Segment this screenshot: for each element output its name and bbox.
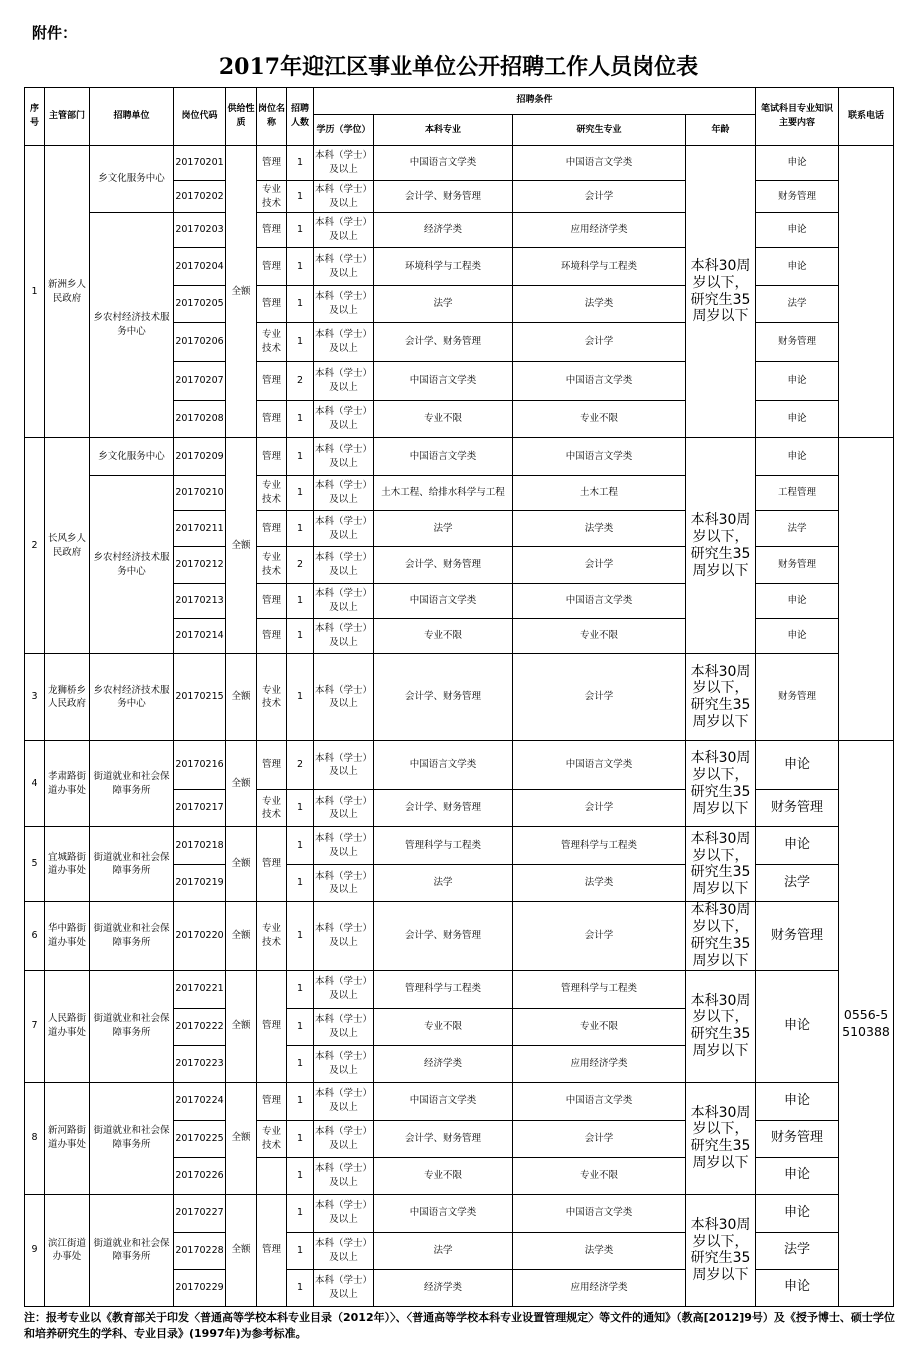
exam-subject: 法学 (756, 286, 839, 323)
contact-phone (839, 146, 894, 438)
education-cell: 本科（学士）及以上 (314, 547, 374, 584)
post-name: 管理 (257, 401, 287, 438)
unit-cell: 街道就业和社会保障事务所 (90, 741, 174, 827)
funding-cell: 全额 (226, 146, 257, 438)
seq-cell: 5 (25, 827, 45, 902)
exam-subject: 财务管理 (756, 323, 839, 362)
funding-cell: 全额 (226, 827, 257, 902)
post-code: 20170213 (174, 584, 226, 619)
exam-subject: 申论 (756, 741, 839, 790)
post-code: 20170229 (174, 1269, 226, 1306)
hire-count: 1 (287, 511, 314, 547)
education-cell: 本科（学士）及以上 (314, 511, 374, 547)
post-name: 管理 (257, 438, 287, 476)
exam-subject: 申论 (756, 438, 839, 476)
undergrad-major: 经济学类 (374, 213, 513, 248)
dept-cell: 新洲乡人民政府 (45, 146, 90, 438)
post-code: 20170225 (174, 1120, 226, 1157)
seq-cell: 6 (25, 902, 45, 970)
post-code: 20170201 (174, 146, 226, 181)
hire-count: 1 (287, 902, 314, 970)
age-requirement: 本科30周岁以下，研究生35周岁以下 (686, 654, 756, 741)
unit-cell: 街道就业和社会保障事务所 (90, 1194, 174, 1306)
undergrad-major: 中国语言文学类 (374, 1082, 513, 1120)
grad-major: 专业不限 (513, 401, 686, 438)
undergrad-major: 法学 (374, 511, 513, 547)
exam-subject: 法学 (756, 1232, 839, 1269)
exam-subject: 申论 (756, 970, 839, 1082)
exam-subject: 工程管理 (756, 476, 839, 511)
undergrad-major: 会计学、财务管理 (374, 1120, 513, 1157)
dept-cell: 滨江街道办事处 (45, 1194, 90, 1306)
post-code: 20170211 (174, 511, 226, 547)
education-cell: 本科（学士）及以上 (314, 213, 374, 248)
exam-subject: 财务管理 (756, 790, 839, 827)
education-cell: 本科（学士）及以上 (314, 1157, 374, 1194)
grad-major: 法学类 (513, 511, 686, 547)
education-cell: 本科（学士）及以上 (314, 970, 374, 1008)
post-name: 管理 (257, 1194, 287, 1306)
hire-count: 1 (287, 865, 314, 902)
post-name: 管理 (257, 362, 287, 401)
grad-major: 中国语言文学类 (513, 146, 686, 181)
grad-major: 法学类 (513, 865, 686, 902)
age-requirement: 本科30周岁以下，研究生35周岁以下 (686, 1082, 756, 1194)
table-row (25, 213, 894, 248)
recruitment-table (24, 87, 894, 1307)
post-code: 20170223 (174, 1045, 226, 1082)
funding-cell: 全额 (226, 902, 257, 970)
post-name: 专业技术 (257, 547, 287, 584)
age-requirement: 本科30周岁以下，研究生35周岁以下 (686, 146, 756, 438)
post-name: 管理 (257, 970, 287, 1082)
grad-major: 会计学 (513, 323, 686, 362)
education-cell: 本科（学士）及以上 (314, 619, 374, 654)
post-code: 20170216 (174, 741, 226, 790)
hire-count: 1 (287, 1082, 314, 1120)
unit-cell: 乡农村经济技术服务中心 (90, 476, 174, 654)
grad-major: 中国语言文学类 (513, 438, 686, 476)
dept-cell: 宜城路街道办事处 (45, 827, 90, 902)
post-code: 20170204 (174, 248, 226, 286)
attachment-label: 附件： (32, 24, 78, 42)
grad-major: 应用经济学类 (513, 1269, 686, 1306)
post-name: 管理 (257, 741, 287, 790)
education-cell: 本科（学士）及以上 (314, 1120, 374, 1157)
exam-subject: 申论 (756, 146, 839, 181)
table-row (25, 1082, 894, 1120)
exam-subject: 财务管理 (756, 181, 839, 213)
post-code: 20170214 (174, 619, 226, 654)
header-funding: 供给性质 (226, 88, 257, 146)
dept-cell: 新河路街道办事处 (45, 1082, 90, 1194)
unit-cell: 街道就业和社会保障事务所 (90, 902, 174, 970)
education-cell: 本科（学士）及以上 (314, 902, 374, 970)
header-education: 学历（学位） (314, 115, 374, 146)
hire-count: 1 (287, 1008, 314, 1045)
post-name: 专业技术 (257, 902, 287, 970)
funding-cell: 全额 (226, 970, 257, 1082)
unit-cell: 乡文化服务中心 (90, 146, 174, 213)
hire-count: 1 (287, 1120, 314, 1157)
grad-major: 会计学 (513, 790, 686, 827)
grad-major: 会计学 (513, 1120, 686, 1157)
funding-cell: 全额 (226, 1082, 257, 1194)
post-code: 20170227 (174, 1194, 226, 1232)
exam-subject: 申论 (756, 584, 839, 619)
exam-subject: 财务管理 (756, 1120, 839, 1157)
grad-major: 管理科学与工程类 (513, 827, 686, 865)
age-requirement: 本科30周岁以下，研究生35周岁以下 (686, 741, 756, 827)
grad-major: 法学类 (513, 286, 686, 323)
undergrad-major: 法学 (374, 286, 513, 323)
post-code: 20170224 (174, 1082, 226, 1120)
funding-cell: 全额 (226, 741, 257, 827)
exam-subject: 法学 (756, 865, 839, 902)
post-code: 20170222 (174, 1008, 226, 1045)
header-undergrad-major: 本科专业 (374, 115, 513, 146)
seq-cell: 7 (25, 970, 45, 1082)
post-name: 专业技术 (257, 1120, 287, 1157)
grad-major: 会计学 (513, 902, 686, 970)
undergrad-major: 中国语言文学类 (374, 146, 513, 181)
grad-major: 环境科学与工程类 (513, 248, 686, 286)
exam-subject: 法学 (756, 511, 839, 547)
undergrad-major: 会计学、财务管理 (374, 902, 513, 970)
undergrad-major: 经济学类 (374, 1045, 513, 1082)
post-name: 管理 (257, 1082, 287, 1120)
undergrad-major: 会计学、财务管理 (374, 790, 513, 827)
unit-cell: 街道就业和社会保障事务所 (90, 1082, 174, 1194)
grad-major: 中国语言文学类 (513, 362, 686, 401)
post-name: 管理 (257, 619, 287, 654)
hire-count: 1 (287, 1045, 314, 1082)
undergrad-major: 会计学、财务管理 (374, 181, 513, 213)
undergrad-major: 法学 (374, 865, 513, 902)
hire-count: 1 (287, 619, 314, 654)
table-row (25, 1194, 894, 1232)
hire-count: 1 (287, 827, 314, 865)
post-name: 管理 (257, 213, 287, 248)
header-count: 招聘人数 (287, 88, 314, 146)
hire-count: 1 (287, 286, 314, 323)
undergrad-major: 环境科学与工程类 (374, 248, 513, 286)
hire-count: 1 (287, 323, 314, 362)
header-dept: 主管部门 (45, 88, 90, 146)
grad-major: 会计学 (513, 547, 686, 584)
exam-subject: 申论 (756, 401, 839, 438)
dept-cell: 龙狮桥乡人民政府 (45, 654, 90, 741)
post-name: 专业技术 (257, 181, 287, 213)
grad-major: 中国语言文学类 (513, 1082, 686, 1120)
table-row (25, 476, 894, 511)
undergrad-major: 中国语言文学类 (374, 741, 513, 790)
hire-count: 1 (287, 1194, 314, 1232)
education-cell: 本科（学士）及以上 (314, 476, 374, 511)
table-row (25, 438, 894, 476)
unit-cell: 乡农村经济技术服务中心 (90, 213, 174, 438)
grad-major: 中国语言文学类 (513, 741, 686, 790)
table-row (25, 741, 894, 790)
header-grad-major: 研究生专业 (513, 115, 686, 146)
education-cell: 本科（学士）及以上 (314, 1232, 374, 1269)
seq-cell: 9 (25, 1194, 45, 1306)
post-code: 20170205 (174, 286, 226, 323)
post-code: 20170226 (174, 1157, 226, 1194)
seq-cell: 3 (25, 654, 45, 741)
undergrad-major: 法学 (374, 1232, 513, 1269)
undergrad-major: 管理科学与工程类 (374, 970, 513, 1008)
education-cell: 本科（学士）及以上 (314, 1082, 374, 1120)
grad-major: 会计学 (513, 654, 686, 741)
post-name: 专业技术 (257, 654, 287, 741)
undergrad-major: 中国语言文学类 (374, 584, 513, 619)
unit-cell: 乡农村经济技术服务中心 (90, 654, 174, 741)
exam-subject: 申论 (756, 248, 839, 286)
hire-count: 1 (287, 790, 314, 827)
undergrad-major: 专业不限 (374, 401, 513, 438)
exam-subject: 申论 (756, 1269, 839, 1306)
education-cell: 本科（学士）及以上 (314, 790, 374, 827)
age-requirement: 本科30周岁以下，研究生35周岁以下 (686, 1194, 756, 1306)
dept-cell: 长风乡人民政府 (45, 438, 90, 654)
post-code: 20170206 (174, 323, 226, 362)
hire-count: 1 (287, 213, 314, 248)
post-name: 管理 (257, 584, 287, 619)
hire-count: 1 (287, 248, 314, 286)
exam-subject: 申论 (756, 1157, 839, 1194)
undergrad-major: 会计学、财务管理 (374, 547, 513, 584)
header-code: 岗位代码 (174, 88, 226, 146)
education-cell: 本科（学士）及以上 (314, 1269, 374, 1306)
table-row (25, 654, 894, 741)
exam-subject: 申论 (756, 1082, 839, 1120)
dept-cell: 孝肃路街道办事处 (45, 741, 90, 827)
post-code: 20170218 (174, 827, 226, 865)
exam-subject: 申论 (756, 827, 839, 865)
footnote: 注：报考专业以《教育部关于印发〈普通高等学校本科专业目录（2012年）〉、〈普通高等学校本科专业设置管理规定〉等文件的通知》（教高[2012]9号）及《授予博士、硕士学位和培养研究生的学科、专业目录》(1997年)为参考标准。 (24, 1311, 895, 1340)
hire-count: 1 (287, 654, 314, 741)
funding-cell: 全额 (226, 1194, 257, 1306)
undergrad-major: 专业不限 (374, 1008, 513, 1045)
hire-count: 1 (287, 1232, 314, 1269)
grad-major: 管理科学与工程类 (513, 970, 686, 1008)
age-requirement: 本科30周岁以下，研究生35周岁以下 (686, 827, 756, 902)
post-code: 20170203 (174, 213, 226, 248)
contact-phone (839, 438, 894, 741)
exam-subject: 财务管理 (756, 902, 839, 970)
hire-count: 2 (287, 362, 314, 401)
education-cell: 本科（学士）及以上 (314, 146, 374, 181)
undergrad-major: 专业不限 (374, 619, 513, 654)
seq-cell: 2 (25, 438, 45, 654)
hire-count: 1 (287, 438, 314, 476)
post-code: 20170212 (174, 547, 226, 584)
grad-major: 应用经济学类 (513, 213, 686, 248)
hire-count: 1 (287, 401, 314, 438)
grad-major: 专业不限 (513, 619, 686, 654)
funding-cell: 全额 (226, 654, 257, 741)
undergrad-major: 中国语言文学类 (374, 438, 513, 476)
grad-major: 土木工程 (513, 476, 686, 511)
education-cell: 本科（学士）及以上 (314, 181, 374, 213)
education-cell: 本科（学士）及以上 (314, 1194, 374, 1232)
hire-count: 1 (287, 970, 314, 1008)
funding-cell: 全额 (226, 438, 257, 654)
education-cell: 本科（学士）及以上 (314, 1045, 374, 1082)
education-cell: 本科（学士）及以上 (314, 654, 374, 741)
header-age: 年龄 (686, 115, 756, 146)
exam-subject: 财务管理 (756, 654, 839, 741)
header-post-name: 岗位名称 (257, 88, 287, 146)
table-row (25, 827, 894, 865)
table-row (25, 970, 894, 1008)
unit-cell: 乡文化服务中心 (90, 438, 174, 476)
grad-major: 法学类 (513, 1232, 686, 1269)
header-phone: 联系电话 (839, 88, 894, 146)
education-cell: 本科（学士）及以上 (314, 1008, 374, 1045)
header-unit: 招聘单位 (90, 88, 174, 146)
post-name (257, 1157, 287, 1194)
post-name: 管理 (257, 146, 287, 181)
hire-count: 2 (287, 547, 314, 584)
post-name: 专业技术 (257, 323, 287, 362)
education-cell: 本科（学士）及以上 (314, 438, 374, 476)
education-cell: 本科（学士）及以上 (314, 865, 374, 902)
grad-major: 会计学 (513, 181, 686, 213)
post-code: 20170207 (174, 362, 226, 401)
undergrad-major: 土木工程、给排水科学与工程 (374, 476, 513, 511)
education-cell: 本科（学士）及以上 (314, 827, 374, 865)
undergrad-major: 经济学类 (374, 1269, 513, 1306)
exam-subject: 申论 (756, 213, 839, 248)
education-cell: 本科（学士）及以上 (314, 248, 374, 286)
post-name: 管理 (257, 827, 287, 902)
table-row (25, 146, 894, 181)
grad-major: 中国语言文学类 (513, 1194, 686, 1232)
post-code: 20170220 (174, 902, 226, 970)
exam-subject: 财务管理 (756, 547, 839, 584)
header-exam: 笔试科目专业知识主要内容 (756, 88, 839, 146)
exam-subject: 申论 (756, 619, 839, 654)
post-code: 20170208 (174, 401, 226, 438)
grad-major: 应用经济学类 (513, 1045, 686, 1082)
education-cell: 本科（学士）及以上 (314, 323, 374, 362)
post-name: 专业技术 (257, 476, 287, 511)
age-requirement: 本科30周岁以下，研究生35周岁以下 (686, 438, 756, 654)
post-name: 管理 (257, 511, 287, 547)
post-code: 20170215 (174, 654, 226, 741)
post-code: 20170202 (174, 181, 226, 213)
seq-cell: 4 (25, 741, 45, 827)
undergrad-major: 中国语言文学类 (374, 1194, 513, 1232)
education-cell: 本科（学士）及以上 (314, 401, 374, 438)
dept-cell: 华中路街道办事处 (45, 902, 90, 970)
hire-count: 1 (287, 181, 314, 213)
undergrad-major: 中国语言文学类 (374, 362, 513, 401)
dept-cell: 人民路街道办事处 (45, 970, 90, 1082)
contact-phone: 0556-5510388 (839, 741, 894, 1307)
unit-cell: 街道就业和社会保障事务所 (90, 970, 174, 1082)
page-title: 2017年迎江区事业单位公开招聘工作人员岗位表 (218, 54, 699, 80)
exam-subject: 申论 (756, 1194, 839, 1232)
grad-major: 专业不限 (513, 1008, 686, 1045)
post-code: 20170209 (174, 438, 226, 476)
education-cell: 本科（学士）及以上 (314, 286, 374, 323)
seq-cell: 1 (25, 146, 45, 438)
post-code: 20170221 (174, 970, 226, 1008)
exam-subject: 申论 (756, 362, 839, 401)
grad-major: 中国语言文学类 (513, 584, 686, 619)
hire-count: 1 (287, 146, 314, 181)
post-name: 管理 (257, 286, 287, 323)
grad-major: 专业不限 (513, 1157, 686, 1194)
post-code: 20170217 (174, 790, 226, 827)
seq-cell: 8 (25, 1082, 45, 1194)
education-cell: 本科（学士）及以上 (314, 584, 374, 619)
post-name: 专业技术 (257, 790, 287, 827)
undergrad-major: 专业不限 (374, 1157, 513, 1194)
unit-cell: 街道就业和社会保障事务所 (90, 827, 174, 902)
post-code: 20170228 (174, 1232, 226, 1269)
post-code: 20170219 (174, 865, 226, 902)
header-conditions: 招聘条件 (314, 88, 756, 115)
hire-count: 1 (287, 1157, 314, 1194)
table-row (25, 902, 894, 970)
hire-count: 2 (287, 741, 314, 790)
education-cell: 本科（学士）及以上 (314, 362, 374, 401)
undergrad-major: 会计学、财务管理 (374, 654, 513, 741)
age-requirement: 本科30周岁以下，研究生35周岁以下 (686, 902, 756, 970)
undergrad-major: 会计学、财务管理 (374, 323, 513, 362)
hire-count: 1 (287, 584, 314, 619)
hire-count: 1 (287, 476, 314, 511)
hire-count: 1 (287, 1269, 314, 1306)
age-requirement: 本科30周岁以下，研究生35周岁以下 (686, 970, 756, 1082)
education-cell: 本科（学士）及以上 (314, 741, 374, 790)
post-code: 20170210 (174, 476, 226, 511)
header-seq: 序号 (25, 88, 45, 146)
undergrad-major: 管理科学与工程类 (374, 827, 513, 865)
post-name: 管理 (257, 248, 287, 286)
